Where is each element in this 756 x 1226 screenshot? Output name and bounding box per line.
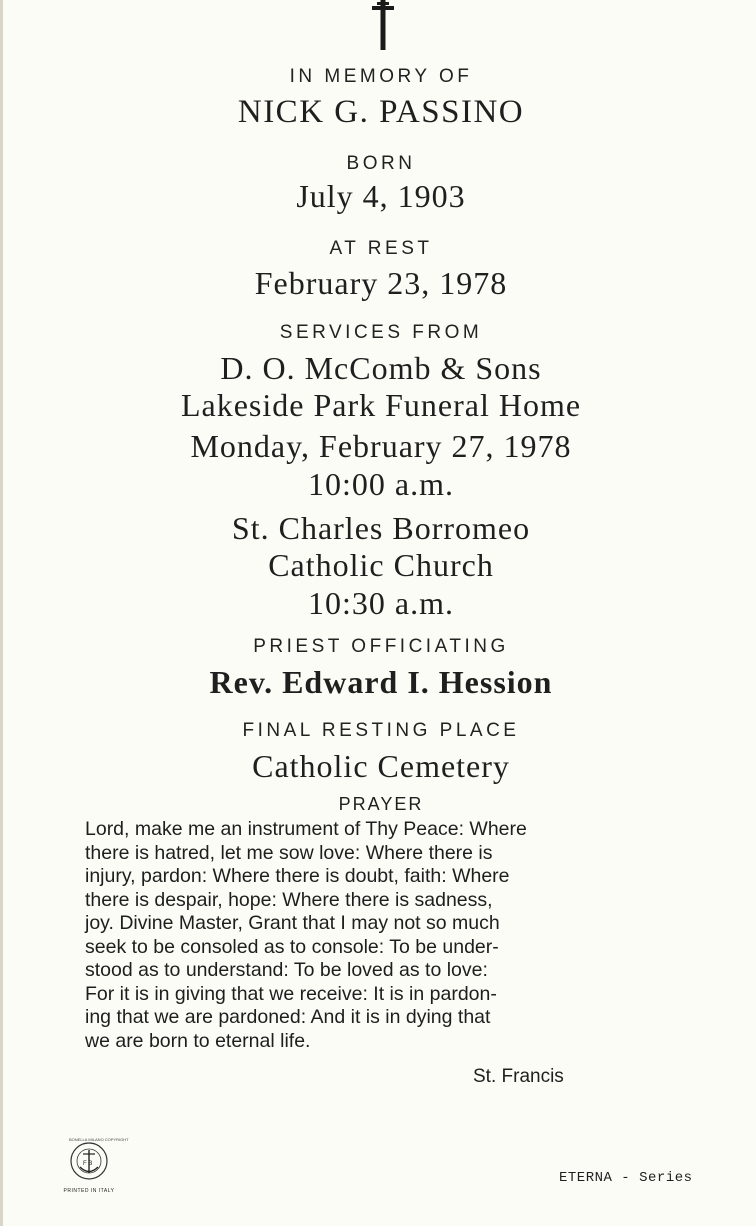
prayer-line: there is hatred, let me sow love: Where there is [85, 841, 493, 864]
church-time: 10:30 a.m. [308, 585, 454, 621]
prayer-text [85, 818, 685, 1053]
born-label: BORN [346, 153, 416, 174]
church-name: St. Charles Borromeo [231, 510, 531, 546]
prayer-line: we are born to eternal life. [85, 1029, 311, 1052]
prayer-line: seek to be consoled as to console: To be under- [85, 935, 499, 958]
resting-place-label: FINAL RESTING PLACE [242, 720, 520, 741]
priest-name: Rev. Edward I. Hession [209, 664, 553, 700]
in-memory-of-label: IN MEMORY OF [289, 66, 473, 87]
prayer-title: PRAYER [338, 794, 424, 814]
service-time: 10:00 a.m. [308, 466, 454, 502]
series-label: ETERNA - Series [559, 1170, 693, 1186]
prayer-line: For it is in giving that we receive: It is in pardon- [85, 982, 497, 1005]
services-label: SERVICES FROM [279, 322, 483, 343]
resting-place-name: Catholic Cemetery [252, 748, 510, 784]
cross-icon [371, 0, 395, 52]
logo-ring-text: BONELLA MILANO COPYRIGHT [69, 1137, 129, 1142]
prayer-line: Lord, make me an instrument of Thy Peace: Where [85, 818, 527, 840]
prayer-line: injury, pardon: Where there is doubt, faith: Where [85, 865, 510, 887]
prayer-line: stood as to understand: To be loved as to love: [85, 959, 488, 981]
priest-label: PRIEST OFFICIATING [253, 636, 509, 657]
born-date: July 4, 1903 [296, 178, 466, 214]
funeral-home-name: D. O. McComb & Sons [220, 350, 542, 386]
prayer-line: there is despair, hope: Where there is sadness, [85, 888, 493, 911]
deceased-name: NICK G. PASSINO [237, 94, 525, 130]
at-rest-date: February 23, 1978 [254, 265, 508, 301]
church-type: Catholic Church [268, 547, 494, 583]
funeral-home-location: Lakeside Park Funeral Home [180, 387, 582, 423]
prayer-line: ing that we are pardoned: And it is in dying that [85, 1006, 491, 1028]
prayer-line: joy. Divine Master, Grant that I may not so much [85, 912, 500, 934]
service-date: Monday, February 27, 1978 [190, 428, 572, 464]
printed-in-italy: PRINTED IN ITALY [63, 1188, 115, 1194]
prayer-attribution: St. Francis [473, 1066, 564, 1087]
at-rest-label: AT REST [329, 238, 433, 259]
logo-letters: F B [83, 1161, 93, 1167]
